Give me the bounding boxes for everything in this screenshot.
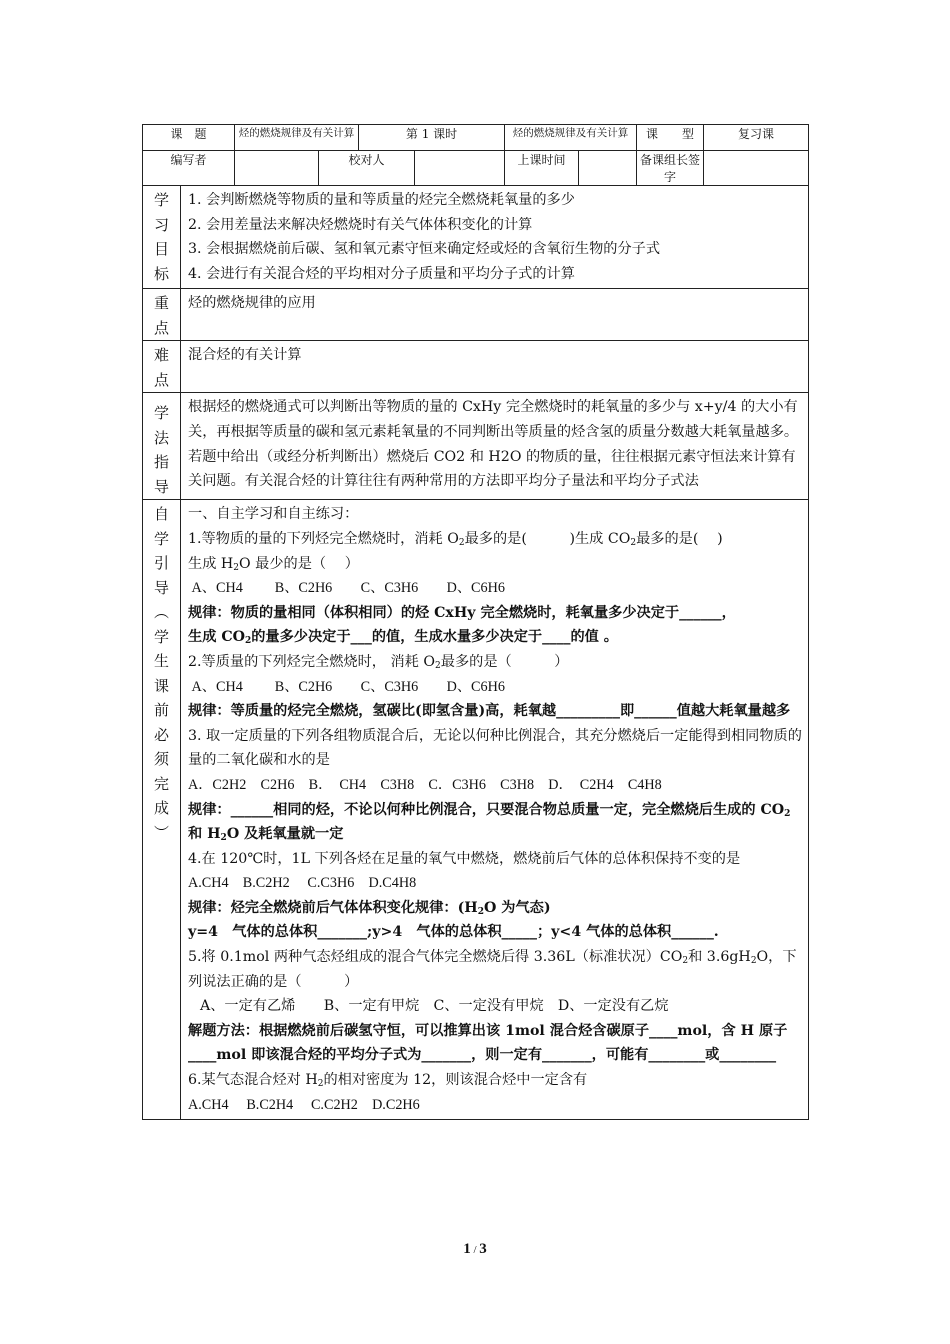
difficulty-content: 混合烃的有关计算 bbox=[181, 341, 809, 393]
page-number: 1 / 3 bbox=[463, 1241, 487, 1257]
q2-options: A、CH4 B、C2H6 C、C3H6 D、C6H6 bbox=[191, 678, 505, 695]
q5-method: 解题方法：根据燃烧前后碳氢守恒，可以推算出该 1mol 混合烃含碳原子____mol，含 H 原子____mol 即该混合烃的平均分子式为_______，则一定有_______，可能有________或________ bbox=[188, 1022, 788, 1064]
q6-stem: 6.某气态混合烃对 $H_2$的相对密度为 12，则该混合烃中一定含有 bbox=[188, 1072, 588, 1090]
key-point-content: 烃的燃烧规律的应用 bbox=[181, 289, 809, 341]
section-title: 一、自主学习和自主练习： bbox=[188, 506, 359, 523]
objective-item: 1. 会判断燃烧等物质的量和等质量的烃完全燃烧耗氧量的多少 bbox=[188, 192, 575, 208]
cell-time-value bbox=[579, 151, 637, 186]
cell-sign-label: 备课组长签字 bbox=[637, 151, 704, 186]
q6-options: A.CH4 B.C2H4 C.C2H2 D.C2H6 bbox=[188, 1096, 420, 1113]
q4-options: A.CH4 B.C2H2 C.C3H6 D.C4H8 bbox=[188, 875, 417, 892]
cell-proof-value bbox=[415, 151, 505, 186]
key-point-label: 重 点 bbox=[143, 289, 181, 341]
q1-options: A、CH4 B、C2H6 C、C3H6 D、C6H6 bbox=[191, 580, 505, 597]
q3-stem: 3. 取一定质量的下列各组物质混合后，无论以何种比例混合，其充分燃烧后一定能得到相同物质的量的二氧化碳和水的是 bbox=[188, 727, 802, 769]
guide-label: 自 学 引 导 ︵ 学 生 课 前 必 须 完 成 ︶ bbox=[143, 500, 181, 1120]
q2-stem: 2.等质量的下列烃完全燃烧时， 消耗 $O_2$最多的是（ ） bbox=[188, 653, 569, 671]
guide-content bbox=[181, 500, 809, 1120]
cell-period-topic: 烃的燃烧规律及有关计算 bbox=[505, 125, 637, 151]
q4-rule-2: y=4 气体的总体积_______;y>4 气体的总体积_____；y<4 气体的总体积______. bbox=[188, 924, 719, 941]
difficulty-label: 难 点 bbox=[143, 341, 181, 393]
q4-stem: 4.在 120℃时，1L 下列各烃在足量的氧气中燃烧，燃烧前后气体的总体积保持不变的是 bbox=[188, 850, 741, 867]
q5-options: A、一定有乙烯 B、一定有甲烷 C、一定没有甲烷 D、一定没有乙烷 bbox=[200, 998, 669, 1015]
objective-item: 2. 会用差量法来解决烃燃烧时有关气体体积变化的计算 bbox=[188, 216, 533, 233]
cell-topic-value: 烃的燃烧规律及有关计算 bbox=[235, 125, 359, 151]
cell-author-value bbox=[235, 151, 319, 186]
q2-rule: 规律：等质量的烃完全燃烧，氢碳比(即氢含量)高，耗氧越_________即______值越大耗氧量越多 bbox=[188, 703, 791, 720]
lesson-plan-table-real bbox=[142, 124, 809, 1120]
q1-rule: 规律：物质的量相同（体积相同）的烃 CxHy 完全燃烧时，耗氧量多少决定于______， 生成 $CO_2$的量多少决定于___的值，生成水量多少决定于____的值 。 bbox=[188, 604, 736, 647]
method-content: 根据烃的燃烧通式可以判断出等物质的量的 CxHy 完全燃烧时的耗氧量的多少与 x+y/4 的大小有关，再根据等质量的碳和氢元素耗氧量的不同判断出等质量的烃含氢的质量分数越大耗氧量越多。若题中给出（或经分析判断出）燃烧后 CO2 和 H2O 的物质的量，往往根据元素守恒法来计算有关问题。有关混合烃的计算往往有两种常用的方法即平均分子量法和平均分子式法 bbox=[181, 393, 809, 500]
cell-type-label: 课 型 bbox=[637, 125, 704, 151]
q5-stem: 5.将 0.1mol 两种气态烃组成的混合气体完全燃烧后得 3.36L（标准状况）$CO_2$和 $3.6gH_2O$，下列说法正确的是（ ） bbox=[188, 949, 797, 990]
cell-type-value: 复习课 bbox=[704, 125, 809, 151]
q1-stem: 1.等物质的量的下列烃完全燃烧时，消耗 $O_2$最多的是( )生成 $CO_2$最多的是( ) 生成 $H_2O$ 最少的是（ ） bbox=[188, 530, 723, 573]
cell-proof-label: 校对人 bbox=[319, 151, 415, 186]
cell-sign-value bbox=[704, 151, 809, 186]
cell-time-label: 上课时间 bbox=[505, 151, 579, 186]
objectives-content bbox=[181, 186, 809, 289]
cell-topic-label: 课 题 bbox=[143, 125, 235, 151]
objective-item: 4. 会进行有关混合烃的平均相对分子质量和平均分子式的计算 bbox=[188, 265, 575, 282]
objective-item: 3. 会根据燃烧前后碳、氢和氧元素守恒来确定烃或烃的含氧衍生物的分子式 bbox=[188, 241, 661, 258]
cell-period: 第 1 课时 bbox=[359, 125, 505, 151]
method-label: 学 法 指 导 bbox=[143, 393, 181, 500]
cell-author-label: 编写者 bbox=[143, 151, 235, 186]
q4-rule: 规律：烃完全燃烧前后气体体积变化规律：($H_2O$ 为气态) bbox=[188, 899, 551, 917]
objectives-label: 学 习 目 标 bbox=[143, 186, 181, 289]
q3-options: A．C2H2 C2H6 B． CH4 C3H8 C．C3H6 C3H8 D． C2H4 C4H8 bbox=[188, 776, 662, 793]
q3-rule: 规律：______相同的烃，不论以何种比例混合，只要混合物总质量一定，完全燃烧后生成的 $CO_2$和 $H_2O$ 及耗氧量就一定 bbox=[188, 801, 791, 844]
